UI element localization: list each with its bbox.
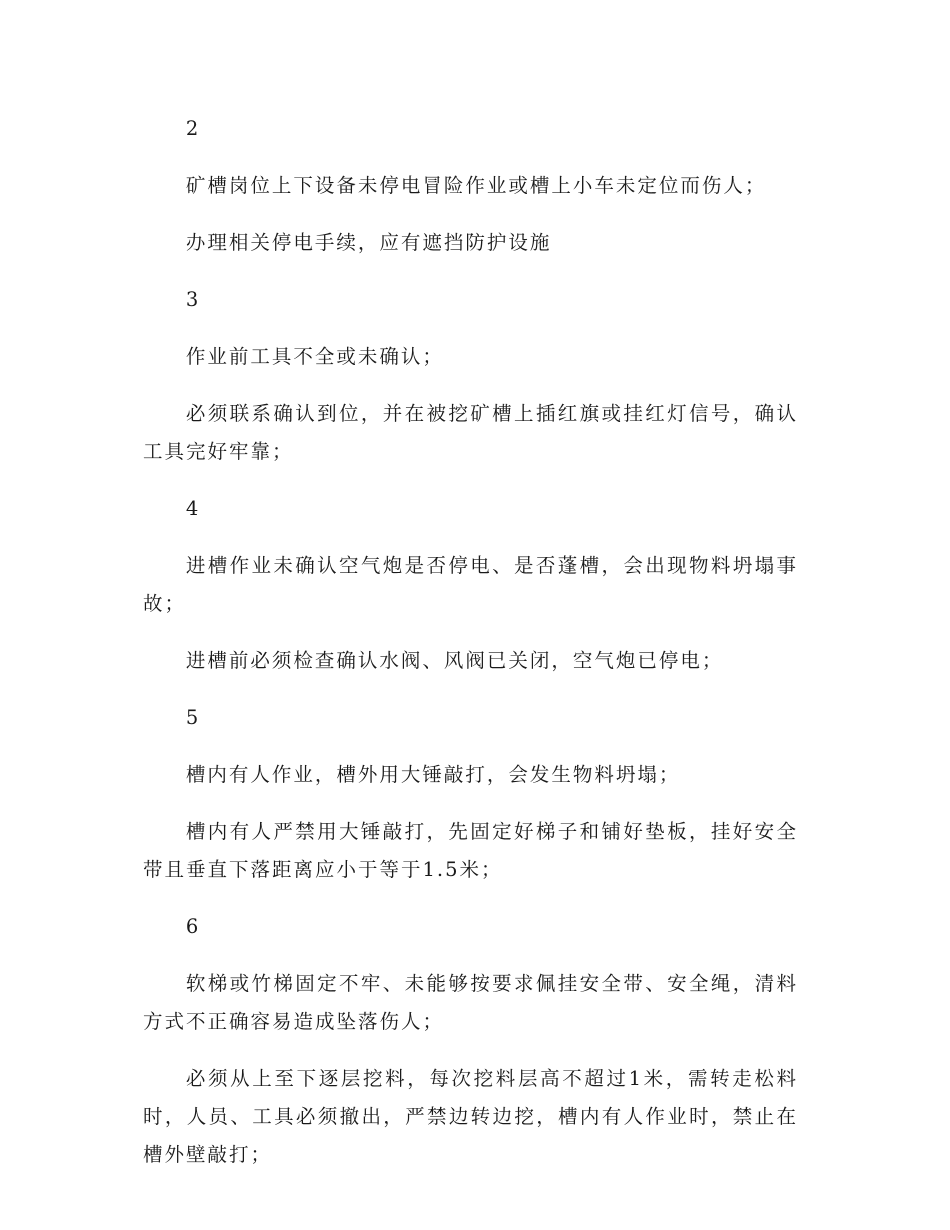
hazard-text: 软梯或竹梯固定不牢、未能够按要求佩挂安全带、安全绳，清料方式不正确容易造成坠落伤人； <box>143 972 798 1033</box>
hazard-text: 矿槽岗位上下设备未停电冒险作业或槽上小车未定位而伤人； <box>185 174 767 197</box>
item-number: 2 <box>185 117 201 140</box>
measure-text: 必须联系确认到位，并在被挖矿槽上插红旗或挂红灯信号，确认工具完好牢靠； <box>143 402 798 463</box>
measure-text: 必须从上至下逐层挖料，每次挖料层高不超过1米，需转走松料时，人员、工具必须撤出，严禁边转边挖，槽内有人作业时，禁止在槽外壁敲打； <box>143 1067 798 1166</box>
measure-text: 槽内有人严禁用大锤敲打，先固定好梯子和铺好垫板，挂好安全带且垂直下落距离应小于等于1.5米； <box>143 820 798 881</box>
measure-text: 进槽前必须检查确认水阀、风阀已关闭，空气炮已停电； <box>185 649 724 672</box>
hazard-text: 槽内有人作业，槽外用大锤敲打，会发生物料坍塌； <box>185 763 681 786</box>
item-number: 6 <box>185 915 201 938</box>
document-body <box>143 110 798 1174</box>
item-number: 3 <box>185 288 201 311</box>
hazard-text: 作业前工具不全或未确认； <box>185 345 444 368</box>
measure-text: 办理相关停电手续，应有遮挡防护设施 <box>185 231 552 254</box>
item-number: 4 <box>185 497 201 520</box>
item-number: 5 <box>185 706 201 729</box>
hazard-text: 进槽作业未确认空气炮是否停电、是否蓬槽，会出现物料坍塌事故； <box>143 554 798 615</box>
